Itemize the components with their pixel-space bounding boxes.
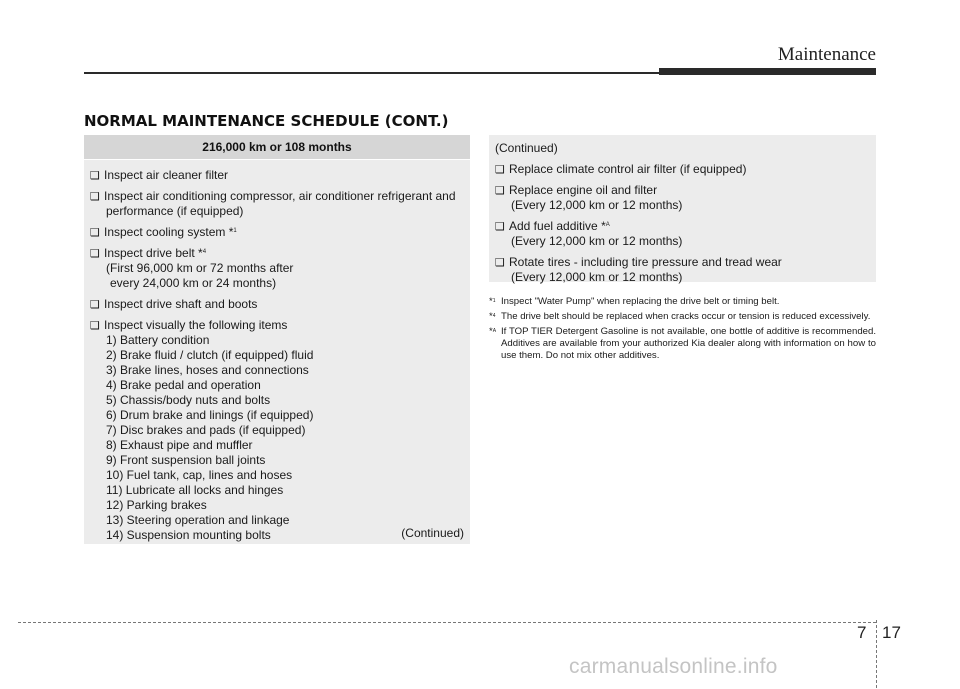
visual-item: 4) Brake pedal and operation <box>106 378 261 392</box>
page-number: 17 <box>882 623 901 642</box>
header-rule-thin <box>84 72 659 74</box>
visual-item: 13) Steering operation and linkage <box>106 513 290 527</box>
list-item: ❑ Inspect cooling system *$^1$ <box>90 225 237 239</box>
visual-item: 2) Brake fluid / clutch (if equipped) fluid <box>106 348 314 362</box>
list-item: ❑ Replace engine oil and filter (Every 12,000 km or 12 months) <box>495 183 683 212</box>
visual-item: 5) Chassis/body nuts and bolts <box>106 393 271 407</box>
checkbox-icon: ❑ <box>90 247 100 260</box>
list-item: ❑ Replace climate control air filter (if equipped) <box>495 162 747 176</box>
checkbox-icon: ❑ <box>495 220 505 233</box>
visual-item: 6) Drum brake and linings (if equipped) <box>106 408 314 422</box>
checkbox-icon: ❑ <box>495 184 505 197</box>
footer-rule <box>18 622 876 623</box>
checkbox-icon: ❑ <box>495 256 505 269</box>
list-item: ❑ Inspect drive shaft and boots <box>90 297 258 311</box>
visual-item: 9) Front suspension ball joints <box>106 453 266 467</box>
checkbox-icon: ❑ <box>90 169 100 182</box>
page-divider <box>876 620 877 688</box>
visual-inspection-list <box>90 333 464 543</box>
list-item: ❑ Inspect drive belt *$^4$ (First 96,000 km or 72 months after every 24,000 km or 24 months) <box>90 246 294 290</box>
left-schedule-panel <box>84 135 470 544</box>
visual-item: 7) Disc brakes and pads (if equipped) <box>106 423 306 437</box>
footnote: *$^4$ The drive belt should be replaced when cracks occur or tension is reduced excessively. <box>489 311 871 322</box>
left-panel-title: 216,000 km or 108 months <box>84 135 470 160</box>
continued-label: (Continued) <box>495 141 558 155</box>
right-schedule-panel <box>489 135 876 282</box>
visual-item: 14) Suspension mounting bolts <box>106 528 271 542</box>
header-rule-thick <box>659 68 876 75</box>
watermark: carmanualsonline.info <box>569 655 778 678</box>
section-title: Maintenance <box>777 44 876 65</box>
chapter-number: 7 <box>857 623 867 642</box>
continued-label: (Continued) <box>401 526 464 540</box>
visual-item: 10) Fuel tank, cap, lines and hoses <box>106 468 293 482</box>
checkbox-icon: ❑ <box>90 319 100 332</box>
checkbox-icon: ❑ <box>90 226 100 239</box>
footnote: *$^1$ Inspect "Water Pump" when replacing the drive belt or timing belt. <box>489 296 780 307</box>
list-item: ❑ Add fuel additive *$^A$ (Every 12,000 km or 12 months) <box>495 219 683 248</box>
list-item: ❑ Inspect visually the following items 1) Battery condition 2) Brake fluid / clutch (if equipped) fluid 3) Brake lines, hoses and connections 4) Brake pedal and operation 5) Chassis/body nuts and bolts 6) Drum brake and linings (if equipped) 7) Disc brakes and pads (if equipped) 8) Exhaust pipe and muffler 9) Front suspension ball joints 10) Fuel tank, cap, lines and hoses 11) Lubricate all locks and hinges 12) Parking brakes 13) Steering operation and linkage 14) Suspension mounting bolts <box>90 318 464 543</box>
visual-item: 12) Parking brakes <box>106 498 207 512</box>
footnote: *$^A$ If TOP TIER Detergent Gasoline is not available, one bottle of additive is recommended. Additives are available from your authorized Kia dealer along with information on how to use them. Do not mix other additives. <box>489 326 876 361</box>
visual-item: 11) Lubricate all locks and hinges <box>106 483 284 497</box>
list-item: ❑ Inspect air conditioning compressor, air conditioner refrigerant and performance (if equipped) <box>90 189 456 218</box>
checkbox-icon: ❑ <box>90 298 100 311</box>
visual-item: 3) Brake lines, hoses and connections <box>106 363 309 377</box>
left-item-list <box>84 160 470 543</box>
list-item: ❑ Inspect air cleaner filter <box>90 168 229 182</box>
list-item: ❑ Rotate tires - including tire pressure and tread wear (Every 12,000 km or 12 months) <box>495 255 782 284</box>
footnotes <box>489 296 876 365</box>
visual-item: 1) Battery condition <box>106 333 210 347</box>
checkbox-icon: ❑ <box>495 163 505 176</box>
checkbox-icon: ❑ <box>90 190 100 203</box>
visual-item: 8) Exhaust pipe and muffler <box>106 438 253 452</box>
page-heading: NORMAL MAINTENANCE SCHEDULE (CONT.) <box>84 112 449 130</box>
